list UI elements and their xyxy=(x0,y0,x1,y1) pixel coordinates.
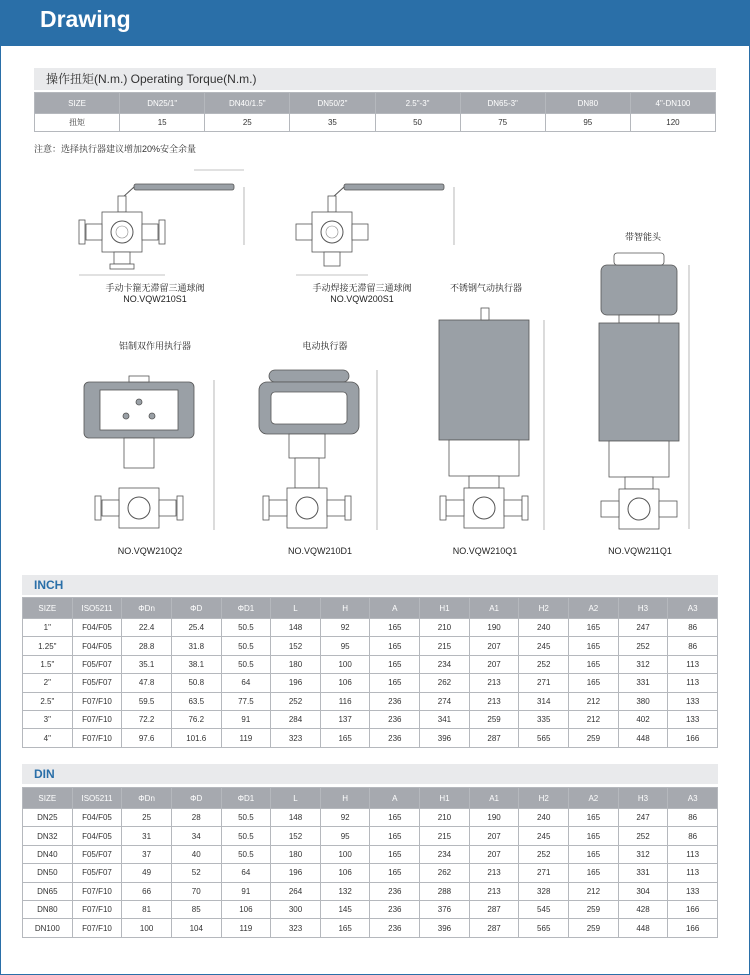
table-cell: 113 xyxy=(668,845,718,863)
caption-label: 手动卡箍无滞留三通球阀 xyxy=(105,283,205,293)
caption-electric-label xyxy=(270,339,380,352)
table-cell: 50.5 xyxy=(221,827,271,845)
table-cell: 376 xyxy=(420,900,470,918)
caption-smart-head-code xyxy=(580,546,700,556)
table-cell: 245 xyxy=(519,827,569,845)
caption-stainless-label xyxy=(431,281,541,294)
table-header-cell: A3 xyxy=(668,788,718,809)
table-cell: F07/F10 xyxy=(72,900,122,918)
table-cell: 259 xyxy=(569,729,619,747)
table-cell: 300 xyxy=(271,900,321,918)
table-cell: 428 xyxy=(618,900,668,918)
table-cell: 259 xyxy=(569,900,619,918)
table-cell: 331 xyxy=(618,674,668,692)
table-cell: 259 xyxy=(569,919,619,937)
table-row xyxy=(23,692,718,710)
table-cell: DN80 xyxy=(23,900,73,918)
table-cell: 565 xyxy=(519,919,569,937)
table-cell: DN65 xyxy=(23,882,73,900)
table-cell: 64 xyxy=(221,864,271,882)
table-row xyxy=(23,619,718,637)
table-header-cell: L xyxy=(271,598,321,619)
table-cell: DN32 xyxy=(23,827,73,845)
table-cell: 165 xyxy=(370,809,420,827)
table-header-cell: A xyxy=(370,598,420,619)
valve-drawings xyxy=(34,160,716,570)
caption-label: 铝制双作用执行器 xyxy=(118,341,191,351)
table-cell: 213 xyxy=(469,864,519,882)
table-cell: 252 xyxy=(618,827,668,845)
table-row xyxy=(23,729,718,747)
table-cell: 2" xyxy=(23,674,73,692)
table-cell: 236 xyxy=(370,692,420,710)
table-header-cell: ΦD xyxy=(171,598,221,619)
table-header-cell: H xyxy=(320,598,370,619)
caption-label: 电动执行器 xyxy=(302,341,348,351)
table-row xyxy=(23,809,718,827)
caption-manual-welded-valve xyxy=(287,281,437,304)
table-cell: 50.5 xyxy=(221,809,271,827)
table-cell: 148 xyxy=(271,619,321,637)
table-cell: 120 xyxy=(630,114,715,132)
table-cell: DN100 xyxy=(23,919,73,937)
table-header-cell: DN50/2" xyxy=(290,93,375,114)
table-cell: 59.5 xyxy=(122,692,172,710)
page-title: Drawing xyxy=(40,6,131,32)
table-cell: 34 xyxy=(171,827,221,845)
table-cell: F07/F10 xyxy=(72,882,122,900)
table-cell: 165 xyxy=(370,845,420,863)
table-cell: 165 xyxy=(569,655,619,673)
table-cell: F05/F07 xyxy=(72,674,122,692)
table-cell: 215 xyxy=(420,827,470,845)
table-row xyxy=(23,882,718,900)
table-cell: 165 xyxy=(370,637,420,655)
table-cell: 288 xyxy=(420,882,470,900)
table-row xyxy=(23,710,718,728)
table-header-cell: 2.5"-3" xyxy=(375,93,460,114)
caption-stainless-code xyxy=(425,546,545,556)
table-cell: 15 xyxy=(120,114,205,132)
table-row xyxy=(23,919,718,937)
table-cell: 31 xyxy=(122,827,172,845)
table-cell: 40 xyxy=(171,845,221,863)
drawing-stainless-actuator xyxy=(439,308,544,530)
table-cell: 86 xyxy=(668,827,718,845)
table-cell: 165 xyxy=(370,864,420,882)
table-header-cell: A xyxy=(370,788,420,809)
table-cell: 323 xyxy=(271,919,321,937)
table-cell: DN40 xyxy=(23,845,73,863)
table-header-cell: A1 xyxy=(469,598,519,619)
header-bar xyxy=(0,0,750,46)
table-cell: 35 xyxy=(290,114,375,132)
table-cell: 1.5" xyxy=(23,655,73,673)
table-cell: 165 xyxy=(569,809,619,827)
table-cell: 97.6 xyxy=(122,729,172,747)
table-cell: 148 xyxy=(271,809,321,827)
table-cell: 31.8 xyxy=(171,637,221,655)
table-cell: F05/F07 xyxy=(72,655,122,673)
table-row xyxy=(23,827,718,845)
table-cell: 165 xyxy=(569,864,619,882)
table-cell: 335 xyxy=(519,710,569,728)
table-cell: DN50 xyxy=(23,864,73,882)
table-row xyxy=(23,900,718,918)
table-cell: 52 xyxy=(171,864,221,882)
table-cell: 213 xyxy=(469,882,519,900)
table-cell: 213 xyxy=(469,674,519,692)
table-cell: 264 xyxy=(271,882,321,900)
table-cell: 207 xyxy=(469,845,519,863)
table-cell: 165 xyxy=(569,674,619,692)
table-cell: 2.5" xyxy=(23,692,73,710)
table-cell: 252 xyxy=(519,845,569,863)
caption-aluminum-code xyxy=(90,546,210,556)
table-header-cell: A3 xyxy=(668,598,718,619)
table-cell: 196 xyxy=(271,864,321,882)
inch-dimension-table xyxy=(22,597,718,748)
table-row xyxy=(23,674,718,692)
table-cell: F04/F05 xyxy=(72,637,122,655)
table-cell: 402 xyxy=(618,710,668,728)
table-cell: 312 xyxy=(618,655,668,673)
table-cell: 95 xyxy=(545,114,630,132)
table-cell: 38.1 xyxy=(171,655,221,673)
table-cell: 234 xyxy=(420,845,470,863)
table-cell: F07/F10 xyxy=(72,710,122,728)
table-row xyxy=(23,637,718,655)
table-cell: 133 xyxy=(668,882,718,900)
table-cell: 236 xyxy=(370,900,420,918)
table-cell: 66 xyxy=(122,882,172,900)
table-cell: 91 xyxy=(221,882,271,900)
table-cell: 287 xyxy=(469,919,519,937)
table-cell: 212 xyxy=(569,692,619,710)
inch-section-title: INCH xyxy=(22,575,718,595)
table-cell: 271 xyxy=(519,864,569,882)
table-cell: 119 xyxy=(221,919,271,937)
table-cell: 328 xyxy=(519,882,569,900)
table-cell: 331 xyxy=(618,864,668,882)
table-header-cell: DN25/1" xyxy=(120,93,205,114)
table-cell: 247 xyxy=(618,619,668,637)
table-cell: 113 xyxy=(668,674,718,692)
caption-code: NO.VQW210Q1 xyxy=(452,546,518,556)
table-cell: 165 xyxy=(370,674,420,692)
table-cell: 22.4 xyxy=(122,619,172,637)
table-cell: 165 xyxy=(569,827,619,845)
table-cell: 312 xyxy=(618,845,668,863)
table-cell: F04/F05 xyxy=(72,619,122,637)
table-cell: 85 xyxy=(171,900,221,918)
table-header-cell: H xyxy=(320,788,370,809)
table-header-cell: 4"-DN100 xyxy=(630,93,715,114)
table-cell: 101.6 xyxy=(171,729,221,747)
table-cell: 274 xyxy=(420,692,470,710)
table-cell: 3" xyxy=(23,710,73,728)
caption-label: 手动焊接无滞留三通球阀 xyxy=(312,283,412,293)
table-cell: 271 xyxy=(519,674,569,692)
table-cell: 113 xyxy=(668,655,718,673)
table-cell: 247 xyxy=(618,809,668,827)
table-cell: 137 xyxy=(320,710,370,728)
table-cell: 212 xyxy=(569,882,619,900)
table-cell: 323 xyxy=(271,729,321,747)
din-header-row xyxy=(23,788,718,809)
table-header-cell: ISO5211 xyxy=(72,598,122,619)
table-header-cell: SIZE xyxy=(23,598,73,619)
table-cell: 196 xyxy=(271,674,321,692)
table-cell: 133 xyxy=(668,710,718,728)
table-cell: 212 xyxy=(569,710,619,728)
table-header-cell: H3 xyxy=(618,788,668,809)
table-cell: 287 xyxy=(469,900,519,918)
table-cell: 165 xyxy=(569,845,619,863)
table-cell: 207 xyxy=(469,655,519,673)
table-cell: F05/F07 xyxy=(72,864,122,882)
table-cell: 92 xyxy=(320,809,370,827)
table-cell: 165 xyxy=(370,827,420,845)
table-cell: 132 xyxy=(320,882,370,900)
table-cell: 380 xyxy=(618,692,668,710)
table-cell: 37 xyxy=(122,845,172,863)
drawing-electric-actuator xyxy=(259,370,377,530)
table-cell: 4" xyxy=(23,729,73,747)
table-header-cell: L xyxy=(271,788,321,809)
drawing-manual-clamp-valve xyxy=(79,170,244,275)
table-header-cell: DN40/1.5" xyxy=(205,93,290,114)
table-header-cell: H2 xyxy=(519,788,569,809)
torque-header-row xyxy=(35,93,716,114)
table-cell: 72.2 xyxy=(122,710,172,728)
table-cell: 95 xyxy=(320,637,370,655)
table-header-cell: DN65-3" xyxy=(460,93,545,114)
table-cell: 284 xyxy=(271,710,321,728)
table-cell: 545 xyxy=(519,900,569,918)
table-cell: F04/F05 xyxy=(72,827,122,845)
table-cell: 35.1 xyxy=(122,655,172,673)
table-cell: 304 xyxy=(618,882,668,900)
table-cell: 77.5 xyxy=(221,692,271,710)
table-cell: 180 xyxy=(271,845,321,863)
table-header-cell: ΦDn xyxy=(122,598,172,619)
table-cell: F07/F10 xyxy=(72,729,122,747)
caption-aluminum-label xyxy=(100,339,210,352)
table-cell: 166 xyxy=(668,919,718,937)
table-cell: 396 xyxy=(420,919,470,937)
table-cell: 1.25" xyxy=(23,637,73,655)
table-cell: 240 xyxy=(519,619,569,637)
table-cell: 50.5 xyxy=(221,637,271,655)
table-cell: 236 xyxy=(370,919,420,937)
table-cell: 215 xyxy=(420,637,470,655)
table-cell: 210 xyxy=(420,809,470,827)
table-cell: 252 xyxy=(519,655,569,673)
torque-table xyxy=(34,92,716,132)
table-cell: F07/F10 xyxy=(72,692,122,710)
table-cell: 86 xyxy=(668,809,718,827)
table-cell: 396 xyxy=(420,729,470,747)
table-cell: 86 xyxy=(668,619,718,637)
table-header-cell: ΦD1 xyxy=(221,598,271,619)
table-cell: 166 xyxy=(668,900,718,918)
table-cell: 314 xyxy=(519,692,569,710)
table-cell: 75 xyxy=(460,114,545,132)
table-cell: 28 xyxy=(171,809,221,827)
caption-code: NO.VQW200S1 xyxy=(330,294,394,304)
table-cell: 86 xyxy=(668,637,718,655)
table-cell: 262 xyxy=(420,864,470,882)
table-cell: 95 xyxy=(320,827,370,845)
caption-electric-code xyxy=(260,546,380,556)
table-cell: 50 xyxy=(375,114,460,132)
table-cell: 152 xyxy=(271,637,321,655)
table-cell: 104 xyxy=(171,919,221,937)
table-header-cell: H3 xyxy=(618,598,668,619)
table-cell: 81 xyxy=(122,900,172,918)
table-cell: DN25 xyxy=(23,809,73,827)
table-cell: 25 xyxy=(122,809,172,827)
table-cell: 113 xyxy=(668,864,718,882)
table-cell: 207 xyxy=(469,827,519,845)
caption-manual-clamp-valve xyxy=(80,281,230,304)
table-header-cell: A2 xyxy=(569,598,619,619)
table-cell: 50.8 xyxy=(171,674,221,692)
table-cell: 252 xyxy=(618,637,668,655)
table-cell: F07/F10 xyxy=(72,919,122,937)
table-cell: 180 xyxy=(271,655,321,673)
drawing-smart-head-actuator xyxy=(599,253,689,529)
table-cell: 236 xyxy=(370,710,420,728)
table-row xyxy=(23,864,718,882)
table-header-cell: ΦDn xyxy=(122,788,172,809)
table-header-cell: H1 xyxy=(420,788,470,809)
caption-code: NO.VQW210Q2 xyxy=(117,546,183,556)
table-cell: 165 xyxy=(320,919,370,937)
din-section-title: DIN xyxy=(22,764,718,784)
table-cell: 565 xyxy=(519,729,569,747)
table-cell: 190 xyxy=(469,809,519,827)
caption-label: 不锈钢气动执行器 xyxy=(449,283,522,293)
table-header-cell: A2 xyxy=(569,788,619,809)
table-cell: 100 xyxy=(320,845,370,863)
table-header-cell: H1 xyxy=(420,598,470,619)
inch-header-row xyxy=(23,598,718,619)
table-cell: 448 xyxy=(618,729,668,747)
table-cell: 207 xyxy=(469,637,519,655)
table-header-cell: SIZE xyxy=(23,788,73,809)
table-cell: 50.5 xyxy=(221,655,271,673)
table-cell: 234 xyxy=(420,655,470,673)
table-cell: 76.2 xyxy=(171,710,221,728)
table-cell: 106 xyxy=(221,900,271,918)
table-cell: 287 xyxy=(469,729,519,747)
caption-code: NO.VQW210D1 xyxy=(287,546,353,556)
table-cell: 165 xyxy=(569,637,619,655)
table-cell: 166 xyxy=(668,729,718,747)
caption-code: NO.VQW211Q1 xyxy=(608,546,672,556)
table-cell: 116 xyxy=(320,692,370,710)
drawing-manual-welded-valve xyxy=(296,184,454,275)
table-row xyxy=(23,845,718,863)
table-cell: 28.8 xyxy=(122,637,172,655)
table-cell: 63.5 xyxy=(171,692,221,710)
table-cell: 259 xyxy=(469,710,519,728)
table-cell: 92 xyxy=(320,619,370,637)
table-cell: 100 xyxy=(122,919,172,937)
table-cell: 100 xyxy=(320,655,370,673)
table-cell: 448 xyxy=(618,919,668,937)
table-cell: 47.8 xyxy=(122,674,172,692)
table-cell: 70 xyxy=(171,882,221,900)
table-cell: 50.5 xyxy=(221,619,271,637)
table-cell: 252 xyxy=(271,692,321,710)
table-cell: 25 xyxy=(205,114,290,132)
table-cell: 106 xyxy=(320,674,370,692)
table-cell: F05/F07 xyxy=(72,845,122,863)
table-cell: 25.4 xyxy=(171,619,221,637)
table-cell: 91 xyxy=(221,710,271,728)
table-cell: 236 xyxy=(370,882,420,900)
table-cell: 扭矩 xyxy=(35,114,120,132)
table-cell: 145 xyxy=(320,900,370,918)
drawing-aluminum-actuator xyxy=(84,376,214,530)
table-cell: 119 xyxy=(221,729,271,747)
table-header-cell: A1 xyxy=(469,788,519,809)
table-cell: 64 xyxy=(221,674,271,692)
table-header-cell: ΦD xyxy=(171,788,221,809)
table-cell: 165 xyxy=(320,729,370,747)
table-cell: 210 xyxy=(420,619,470,637)
torque-note: 注意：选择执行器建议增加20%安全余量 xyxy=(34,144,197,154)
table-cell: 236 xyxy=(370,729,420,747)
table-header-cell: SIZE xyxy=(35,93,120,114)
table-cell: 165 xyxy=(370,619,420,637)
torque-section-title: 操作扭矩(N.m.) Operating Torque(N.m.) xyxy=(34,68,716,90)
table-cell: 1" xyxy=(23,619,73,637)
table-cell: 50.5 xyxy=(221,845,271,863)
table-cell: 165 xyxy=(569,619,619,637)
table-cell: 190 xyxy=(469,619,519,637)
table-cell: 245 xyxy=(519,637,569,655)
table-cell: 213 xyxy=(469,692,519,710)
din-dimension-table xyxy=(22,787,718,938)
table-cell: 133 xyxy=(668,692,718,710)
table-header-cell: ISO5211 xyxy=(72,788,122,809)
table-cell: 152 xyxy=(271,827,321,845)
table-header-cell: H2 xyxy=(519,598,569,619)
table-cell: 262 xyxy=(420,674,470,692)
table-cell: 341 xyxy=(420,710,470,728)
table-cell: F04/F05 xyxy=(72,809,122,827)
table-cell: 240 xyxy=(519,809,569,827)
table-cell: 165 xyxy=(370,655,420,673)
table-header-cell: ΦD1 xyxy=(221,788,271,809)
table-cell: 49 xyxy=(122,864,172,882)
table-cell: 106 xyxy=(320,864,370,882)
table-header-cell: DN80 xyxy=(545,93,630,114)
caption-label: 带智能头 xyxy=(624,232,661,242)
caption-code: NO.VQW210S1 xyxy=(123,294,187,304)
torque-value-row xyxy=(35,114,716,132)
caption-smart-head-label xyxy=(598,230,688,243)
table-row xyxy=(23,655,718,673)
